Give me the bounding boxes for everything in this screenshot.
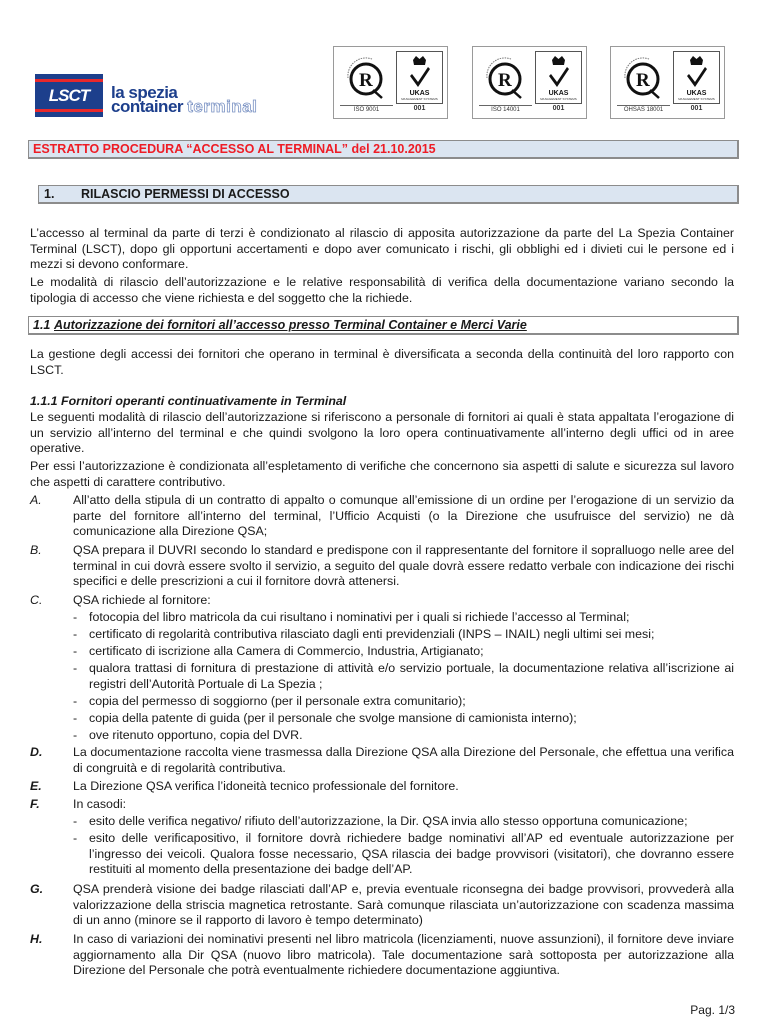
svg-text:MANAGEMENT SYSTEMS: MANAGEMENT SYSTEMS [678,97,715,101]
item-text: All’atto della stipula di un contratto di appalto o comunque all’emissione di un ordine per l’erogazione di un servizio da parte del fornitore all’interno del terminal, l’Ufficio Acquisti (o la Direzione che usufruisce del servizio) ne dà comunicazione alla Direzione QSA; [73,493,734,538]
item-letter: A. [30,493,42,507]
paragraph: L’accesso al terminal da parte di terzi è condizionato al rilascio di apposita autorizzazione da parte del La Spezia Container Terminal (LSCT), dopo gli opportuni accertamenti e dopo aver comunicato i rischi, gli obblighi ed i divieti cui le persone ed i mezzi si devono conformare. [30,226,734,271]
item-letter: F. [30,797,40,811]
item-letter: G. [30,882,44,896]
section-title: RILASCIO PERMESSI DI ACCESSO [81,187,290,201]
item-text: QSA prepara il DUVRI secondo lo standard e predispone con il rappresentante del fornitore il sopralluogo nelle aree del terminal in cui dovrà essere svolto il servizio, a seguito del quale dovrà essere redatto verbale con indicazione dei rischi specifici e delle prescrizioni a cui il fornitore dovrà attenersi. [73,543,734,588]
item-text: QSA prenderà visione dei badge rilasciati dall’AP e, previa eventuale riconsegna dei badge provvisori, provvederà alla valorizzazione della striscia magnetica retrostante. Sarà comunque rilasciata un’autorizzazione con scadenza massima di un anno (minore se il rapporto di lavoro è tempo determinato) [73,882,734,927]
crown-check-icon [397,52,442,103]
item-text: La documentazione raccolta viene trasmessa dalla Direzione QSA alla Direzione del Personale, che effettua una verifica di congruità e di regolarità contributiva. [73,745,734,775]
section-1-heading [38,185,739,204]
lrqa-q-icon [342,54,388,100]
paragraph: Le seguenti modalità di rilascio dell’autorizzazione si riferiscono a personale di fornitori ai quali è stata appaltata l’erogazione di un servizio all’interno del terminal e che quindi svolgono la loro opera continuativamente all’interno degli uffici od in aree operative. [30,410,734,455]
lrqa-q-icon [619,54,665,100]
crown-check-icon [674,52,719,103]
ukas-mark [673,51,720,104]
logo-mark-text: LSCT [48,86,90,105]
logo-wordmark [111,83,258,116]
crown-check-icon [536,52,581,103]
cert-ohsas18001 [610,46,725,119]
page-number: Pag. 1/3 [690,1003,735,1017]
paragraph: Per essi l’autorizzazione è condizionata all’espletamento di verifiche che concernono sia aspetti di salute e sicurezza sul lavoro che aspetti di carattere contributivo. [30,459,734,489]
ukas-mark [396,51,443,104]
item-letter: H. [30,932,43,946]
section-1-1-heading [28,316,739,335]
document-title-box [28,140,739,159]
svg-text:R: R [498,70,512,91]
lrqa-q-icon [481,54,527,100]
item-text: La Direzione QSA verifica l’idoneità tecnico professionale del fornitore. [73,779,459,793]
svg-text:MANAGEMENT SYSTEMS: MANAGEMENT SYSTEMS [540,97,577,101]
svg-text:R: R [636,70,650,91]
item-text: In caso di variazioni dei nominativi presenti nel libro matricola (licenziamenti, nuove assunzioni), il fornitore deve inviare aggiornamento alla Dir QSA (nuovo libro matricola). Tale documentazione sarà sottoposta per autorizzazione alla Direzione del Personale che potrà eventualmente richiedere documentazione aggiuntiva. [73,932,734,977]
item-text: In casodi: [73,797,127,811]
item-letter: B. [30,543,42,557]
cert-number: 001 [413,105,426,112]
cert-standard: ISO 14001 [479,105,532,113]
document-title: ESTRATTO PROCEDURA “ACCESSO AL TERMINAL” del 21.10.2015 [33,142,436,156]
svg-text:MANAGEMENT SYSTEMS: MANAGEMENT SYSTEMS [401,97,438,101]
svg-text:R: R [359,70,373,91]
section-title: Autorizzazione dei fornitori all’accesso presso Terminal Container e Merci Varie [54,318,527,332]
cert-standard: OHSAS 18001 [617,105,670,113]
subsection-title: 1.1.1 Fornitori operanti continuativamente in Terminal [30,394,347,408]
paragraph: Le modalità di rilascio dell’autorizzazione e le relative responsabilità di verifica della documentazione variano secondo la tipologia di accesso che viene richiesta e del soggetto che la richiede. [30,275,734,305]
cert-number: 001 [690,105,703,112]
section-number: 1. [44,187,55,201]
cert-standard: ISO 9001 [340,105,393,113]
lsct-logo-mark [35,74,103,117]
logo-line2a: container [111,97,184,116]
logo-stripe [35,109,103,112]
item-letter: E. [30,779,42,793]
logo-stripe [35,79,103,82]
cert-iso14001 [472,46,587,119]
svg-text:UKAS: UKAS [409,90,430,97]
paragraph: La gestione degli accessi dei fornitori che operano in terminal è diversificata a seconda della continuità del loro rapporto con LSCT. [30,347,734,377]
section-number: 1.1 [33,318,51,332]
cert-number: 001 [552,105,565,112]
svg-text:UKAS: UKAS [548,90,569,97]
cert-iso9001 [333,46,448,119]
logo-line1: la spezia [111,83,178,102]
item-letter: D. [30,745,43,759]
item-text: QSA richiede al fornitore: [73,593,211,607]
ukas-mark [535,51,582,104]
svg-text:UKAS: UKAS [686,90,707,97]
item-letter: C. [30,593,43,607]
logo-line2b: terminal [187,97,258,116]
